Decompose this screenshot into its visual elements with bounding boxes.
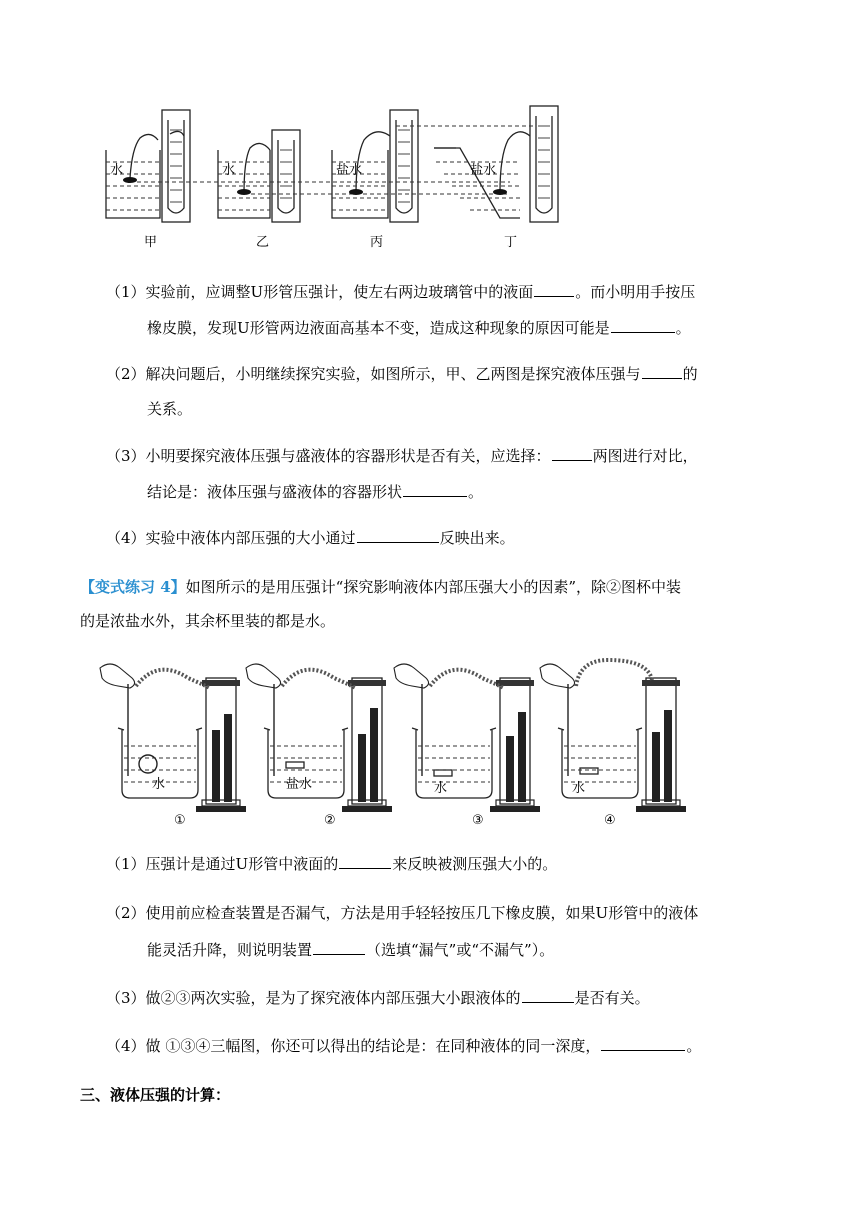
q2-item4-text-b: 。 [686,1037,702,1055]
figure-2-label-1: 水 [152,777,166,792]
q1-item2-line1 [106,362,698,385]
figure-1-caption-bing: 丙 [370,235,384,250]
answer-blank[interactable] [357,526,439,543]
q1-item4-text-a: 实验中液体内部压强的大小通过 [145,529,356,547]
q1-item2-text-c: 关系。 [147,400,193,418]
answer-blank[interactable] [642,362,682,379]
answer-blank[interactable] [601,1034,685,1051]
q2-item2-text-d: （选填“漏气”或“不漏气”）。 [366,941,555,959]
answer-blank[interactable] [534,280,574,297]
figure-1-label-jia: 水 [110,163,124,178]
q2-item2-text-c: 能灵活升降，则说明装置 [147,941,313,959]
q1-item2-text-b: 的 [682,365,698,383]
q1-item2-line2 [147,398,192,420]
variant-text-1: 如图所示的是用压强计“探究影响液体内部压强大小的因素”，除②图杯中装 [185,578,682,596]
answer-blank[interactable] [339,852,391,869]
q1-item1-text-b: 。而小明用手按压 [575,283,696,301]
q1-item3-line1 [106,444,698,467]
q2-item3-number: （3） [106,989,146,1007]
q1-item3-text-d: 。 [468,483,484,501]
q1-item2-text-a: 解决问题后，小明继续探究实验，如图所示，甲、乙两图是探究液体压强与 [145,365,641,383]
q1-item1-number: （1） [106,283,146,301]
q1-item2-number: （2） [106,365,146,383]
variant-tag: 【变式练习 4】 [80,578,186,596]
figure-2-caption-1: ① [174,813,186,828]
answer-blank[interactable] [522,986,574,1003]
q1-item3-line2 [147,480,483,503]
figure-1-label-ding: 盐水 [470,163,497,178]
answer-blank[interactable] [552,444,592,461]
q2-item1-number: （1） [106,855,146,873]
q2-item3-text-a: 做②③两次实验，是为了探究液体内部压强大小跟液体的 [145,989,521,1007]
q1-item3-text-b: 两图进行对比， [592,447,698,465]
q1-item1-text-d: 。 [675,319,691,337]
q2-item1-text-b: 来反映被测压强大小的。 [392,855,558,873]
q1-item3-text-c: 结论是：液体压强与盛液体的容器形状 [147,483,403,501]
answer-blank[interactable] [313,938,365,955]
q1-item1-text-c: 橡皮膜，发现U形管两边液面高基本不变，造成这种现象的原因可能是 [147,319,610,337]
variant-text-2: 的是浓盐水外，其余杯里装的都是水。 [80,612,336,630]
q1-item4-number: （4） [106,529,146,547]
figure-2-caption-2: ② [324,813,336,828]
figure-2-label-3: 水 [434,781,448,796]
variant-paragraph-line2 [80,610,335,632]
q1-item1-line1 [106,280,695,303]
q2-item2-line2 [147,938,554,961]
q1-item4-line1 [106,526,515,549]
q2-item4-line1 [106,1034,701,1057]
q2-item1-text-a: 压强计是通过U形管中液面的 [145,855,339,873]
q1-item3-text-a: 小明要探究液体压强与盛液体的容器形状是否有关，应选择： [145,447,551,465]
figure-1-label-yi: 水 [222,163,236,178]
figure-2-caption-3: ③ [472,813,484,828]
variant-paragraph-line1 [80,576,681,598]
figure-2-pressure-gauges [98,650,708,830]
section-3-heading: 三、液体压强的计算： [80,1086,231,1104]
q2-item3-text-b: 是否有关。 [574,989,650,1007]
q2-item2-line1 [106,902,698,924]
figure-2-label-2: 盐水 [286,777,313,792]
q2-item1-line1 [106,852,557,875]
q2-item4-number: （4） [106,1037,146,1055]
answer-blank[interactable] [611,316,675,333]
q1-item1-text-a: 实验前，应调整U形管压强计，使左右两边玻璃管中的液面 [145,283,534,301]
figure-2-label-4: 水 [572,781,586,796]
figure-2-caption-4: ④ [604,813,616,828]
q1-item1-line2 [147,316,691,339]
figure-1-caption-yi: 乙 [256,235,270,250]
figure-1-label-bing: 盐水 [336,163,363,178]
q1-item4-text-b: 反映出来。 [439,529,515,547]
answer-blank[interactable] [403,480,467,497]
q2-item2-number: （2） [106,904,146,922]
q2-item3-line1 [106,986,650,1009]
q1-item3-number: （3） [106,447,146,465]
figure-1-pressure-gauges [100,100,580,260]
figure-1-caption-ding: 丁 [504,235,518,250]
figure-1-caption-jia: 甲 [144,235,158,250]
q2-item4-text-a: 做 ①③④三幅图，你还可以得出的结论是：在同种液体的同一深度， [145,1037,601,1055]
q2-item2-text-a: 使用前应检查装置是否漏气，方法是用手轻轻按压几下橡皮膜，如果U形管中的液体 [145,904,699,922]
